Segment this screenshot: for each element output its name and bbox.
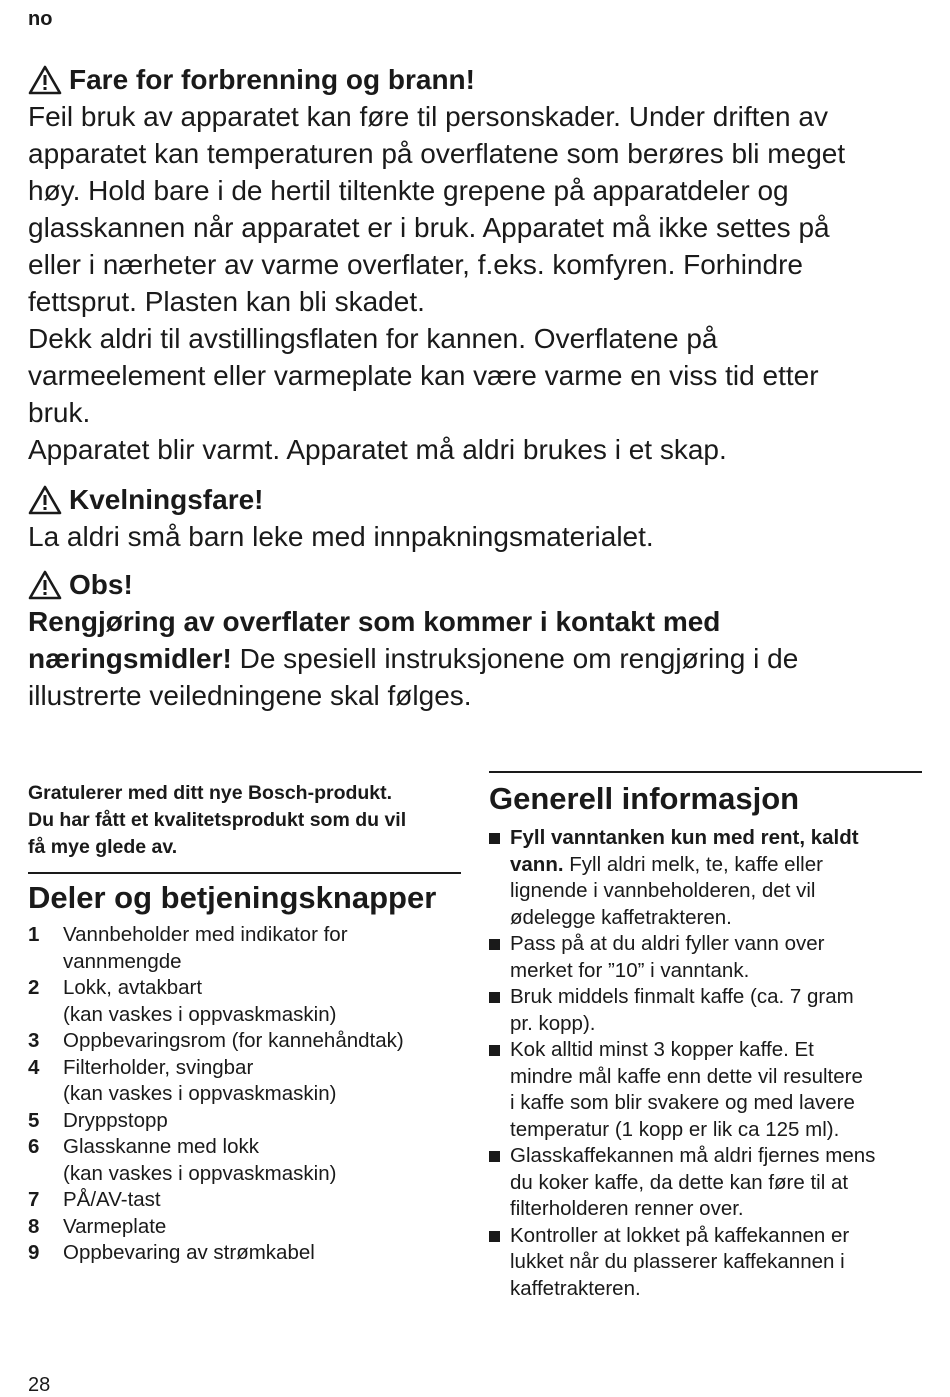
text-line: ødelegge kaffetrakteren. (510, 905, 732, 929)
bold-text: næringsmidler! (28, 643, 232, 674)
text-span: Fyll aldri melk, te, kaffe eller (563, 852, 823, 876)
text-line: Feil bruk av apparatet kan føre til personskader. Under driften av (28, 101, 828, 132)
item-text (63, 1028, 461, 1055)
text-line: høy. Hold bare i de hertil tiltenkte grepene på apparatdeler og (28, 175, 789, 206)
text-line: filterholderen renner over. (510, 1197, 744, 1220)
text-line: fettsprut. Plasten kan bli skadet. (28, 286, 425, 317)
text-line: Du har fått et kvalitetsprodukt som du vil (28, 809, 407, 831)
item-text (63, 1108, 461, 1135)
warning-triangle-icon (28, 485, 62, 515)
text-line: Filterholder, svingbar (63, 1055, 254, 1079)
text-line: glasskannen når apparatet er i bruk. Apparatet må ikke settes på (28, 212, 830, 243)
text-line: Bruk middels finmalt kaffe (ca. 7 gram (510, 985, 854, 1008)
fire-warning-heading (28, 62, 920, 98)
text-span: De spesiell instruksjonene om rengjøring i de (231, 643, 799, 674)
text-line: PÅ/AV-tast (63, 1188, 161, 1211)
general-section-title: Generell informasjon (489, 781, 800, 816)
list-item (28, 1214, 461, 1241)
text-line: apparatet kan temperaturen på overflatene som berøres bli meget (28, 138, 846, 169)
list-item (28, 1108, 461, 1135)
text-line: Apparatet blir varmt. Apparatet må aldri brukes i et skap. (28, 434, 727, 465)
parts-list (28, 922, 461, 1267)
text-line: varmeelement eller varmeplate kan være varme en viss tid etter (28, 360, 819, 391)
list-item (28, 1055, 461, 1108)
square-bullet-icon (489, 931, 510, 984)
item-text (63, 1240, 461, 1267)
text-line (28, 640, 920, 677)
item-text (63, 1187, 461, 1214)
text-line: Lokk, avtakbart (63, 976, 203, 999)
list-item (28, 1028, 461, 1055)
notice-heading (28, 567, 920, 603)
text-line: temperatur (1 kopp er lik ca 125 ml). (510, 1117, 840, 1141)
text-line: pr. kopp). (510, 1011, 596, 1035)
fire-warning-text (28, 98, 920, 468)
text-line: (kan vaskes i oppvaskmaskin) (63, 1002, 337, 1026)
item-number: 4 (28, 1055, 40, 1079)
text-line: La aldri små barn leke med innpakningsmaterialet. (28, 521, 654, 552)
suffocation-warning-title: Kvelningsfare! (69, 484, 264, 515)
list-item (489, 1223, 922, 1303)
right-column (489, 771, 922, 1302)
square-bullet-icon (489, 1223, 510, 1303)
item-text (63, 975, 461, 1028)
text-line: (kan vaskes i oppvaskmaskin) (63, 1161, 337, 1185)
text-line: Pass på at du aldri fyller vann over (510, 932, 825, 955)
text-line: Dryppstopp (63, 1108, 168, 1132)
text-line: Dekk aldri til avstillingsflaten for kannen. Overflatene på (28, 323, 718, 354)
text-line: illustrerte veiledningene skal følges. (28, 680, 472, 711)
text-line: du koker kaffe, da dette kan føre til at (510, 1170, 849, 1194)
intro-text (28, 780, 461, 861)
list-item (489, 931, 922, 984)
item-text (63, 1134, 461, 1187)
item-text (63, 1214, 461, 1241)
text-line: Rengjøring av overflater som kommer i kontakt med (28, 606, 721, 637)
bold-text: vann. (510, 852, 564, 876)
text-line: Gratulerer med ditt nye Bosch-produkt. (28, 782, 393, 804)
item-text (510, 1223, 922, 1303)
suffocation-warning-heading (28, 482, 920, 518)
text-line: Vannbeholder med indikator for (63, 923, 348, 946)
item-number: 2 (28, 976, 40, 999)
list-item (28, 1134, 461, 1187)
text-line: Oppbevaringsrom (for kannehåndtak) (63, 1029, 404, 1052)
list-item (28, 922, 461, 975)
text-line: i kaffe som blir svakere og med lavere (510, 1091, 855, 1114)
item-text (63, 1055, 461, 1108)
suffocation-warning-text (28, 518, 920, 555)
square-bullet-icon (489, 1037, 510, 1143)
item-number: 6 (28, 1135, 40, 1158)
left-column (28, 780, 461, 1267)
page-number: 28 (28, 1374, 51, 1396)
list-item (28, 1240, 461, 1267)
text-line: Kok alltid minst 3 kopper kaffe. Et (510, 1038, 814, 1061)
warning-triangle-icon (28, 65, 62, 95)
parts-section-title: Deler og betjeningsknapper (28, 880, 437, 915)
text-line: lignende i vannbeholderen, det vil (510, 879, 816, 902)
item-number: 5 (28, 1108, 40, 1132)
text-line: bruk. (28, 397, 91, 428)
text-line: eller i nærheter av varme overflater, f.eks. komfyren. Forhindre (28, 249, 803, 280)
notice-text (28, 603, 920, 714)
text-line: Oppbevaring av strømkabel (63, 1241, 315, 1264)
item-number: 3 (28, 1029, 40, 1052)
text-line: vannmengde (63, 949, 182, 973)
text-line: (kan vaskes i oppvaskmaskin) (63, 1082, 337, 1105)
text-line: få mye glede av. (28, 836, 178, 858)
notice-title: Obs! (69, 569, 133, 600)
list-item (489, 825, 922, 931)
square-bullet-icon (489, 825, 510, 931)
item-text (510, 1143, 922, 1223)
text-line: mindre mål kaffe enn dette vil resultere (510, 1064, 863, 1088)
square-bullet-icon (489, 1143, 510, 1223)
item-text (510, 825, 922, 931)
warning-triangle-icon (28, 570, 62, 600)
section-divider (28, 872, 461, 874)
list-item (489, 984, 922, 1037)
text-line: Kontroller at lokket på kaffekannen er (510, 1223, 850, 1247)
text-line (510, 852, 922, 879)
item-text (510, 1037, 922, 1143)
item-number: 1 (28, 923, 40, 946)
text-line: merket for ”10” i vanntank. (510, 958, 750, 982)
general-info-list (489, 825, 922, 1302)
text-line: Glasskaffekannen må aldri fjernes mens (510, 1144, 876, 1167)
item-text (63, 922, 461, 975)
text-line: kaffetrakteren. (510, 1276, 641, 1300)
section-divider (489, 771, 922, 773)
text-line: Glasskanne med lokk (63, 1135, 259, 1158)
list-item (489, 1037, 922, 1143)
language-code: no (28, 8, 53, 30)
item-number: 7 (28, 1188, 40, 1211)
item-number: 8 (28, 1214, 40, 1238)
list-item (28, 1187, 461, 1214)
list-item (28, 975, 461, 1028)
text-line: Fyll vanntanken kun med rent, kaldt (510, 826, 859, 849)
fire-warning-title: Fare for forbrenning og brann! (69, 64, 475, 95)
item-number: 9 (28, 1241, 40, 1264)
safety-warnings (28, 62, 920, 714)
square-bullet-icon (489, 984, 510, 1037)
list-item (489, 1143, 922, 1223)
text-line: lukket når du plasserer kaffekannen i (510, 1250, 845, 1273)
item-text (510, 931, 922, 984)
item-text (510, 984, 922, 1037)
text-line: Varmeplate (63, 1214, 167, 1238)
